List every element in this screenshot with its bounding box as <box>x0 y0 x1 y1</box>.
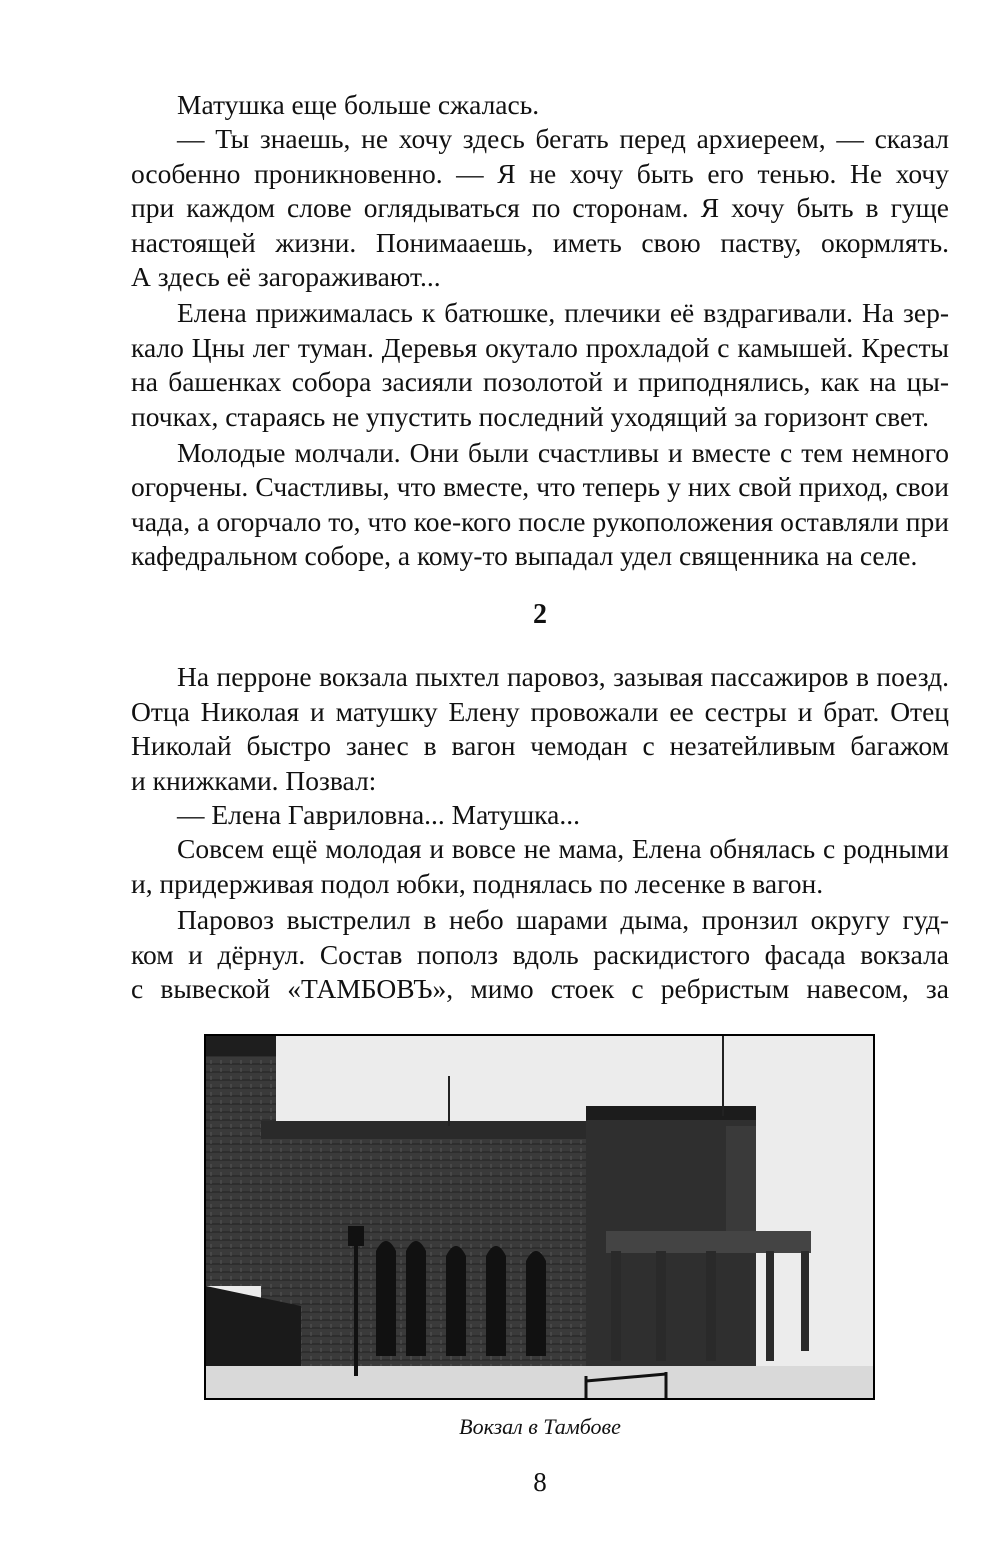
text-line: А здесь её загораживают... <box>131 260 441 292</box>
station-photo-drawing <box>206 1036 873 1398</box>
text-line: и книжками. Позвал: <box>131 764 377 796</box>
text-line: ком и дёрнул. Состав пополз вдоль раскидистого фасада вокзала <box>131 938 949 970</box>
text-line: чада, а огорчало то, что кое-кого после рукоположения оставляли при <box>131 505 949 537</box>
text-line: и, придерживая подол юбки, поднялась по лесенке в вагон. <box>131 867 824 899</box>
photo-caption: Вокзал в Тамбове <box>459 1414 621 1439</box>
text-line: Совсем ещё молодая и вовсе не мама, Елена обнялась с родными <box>177 833 949 865</box>
text-line: с вывеской «ТАМБОВЪ», мимо стоек с ребристым навесом, за <box>131 972 949 1004</box>
text-line: настоящей жизни. Понимааешь, иметь свою паству, окормлять. <box>131 226 949 258</box>
page-text <box>131 88 949 1006</box>
text-line: огорчены. Счастливы, что вместе, что теперь у них свой приход, свои <box>131 471 949 503</box>
text-line: кафедральном соборе, а кому-то выпадал удел священника на селе. <box>131 540 918 572</box>
text-line: — Ты знаешь, не хочу здесь бегать перед архиереем, — сказал <box>177 123 949 155</box>
page-number: 8 <box>533 1467 547 1497</box>
text-line: На перроне вокзала пыхтел паровоз, зазывая пассажиров в поезд. <box>177 661 949 693</box>
text-line: на башенках собора засияли позолотой и приподнялись, как на цы- <box>131 366 949 398</box>
text-line: при каждом слове оглядываться по сторонам. Я хочу быть в гуще <box>131 192 949 224</box>
text-line: кало Цны лег туман. Деревья окутало прохладой с камышей. Кресты <box>131 331 949 363</box>
text-line: Елена прижималась к батюшке, плечики её вздрагивали. На зер- <box>177 297 949 329</box>
text-line: Матушка еще больше сжалась. <box>177 89 540 120</box>
text-line: Отца Николая и матушку Елену провожали ее сестры и брат. Отец <box>131 695 949 727</box>
text-line: Николай быстро занес в вагон чемодан с незатейливым багажом <box>131 730 949 762</box>
text-line: — Елена Гавриловна... Матушка... <box>177 799 580 831</box>
text-line: почках, стараясь не упустить последний уходящий за горизонт свет. <box>131 400 929 432</box>
text-line: Молодые молчали. Они были счастливы и вместе с тем немного <box>177 436 949 468</box>
text-line: особенно проникновенно. — Я не хочу быть его тенью. Не хочу <box>131 157 949 189</box>
station-photo <box>204 1034 875 1400</box>
text-line: Паровоз выстрелил в небо шарами дыма, пронзил округу гуд- <box>177 904 949 936</box>
chapter-heading: 2 <box>533 599 547 631</box>
